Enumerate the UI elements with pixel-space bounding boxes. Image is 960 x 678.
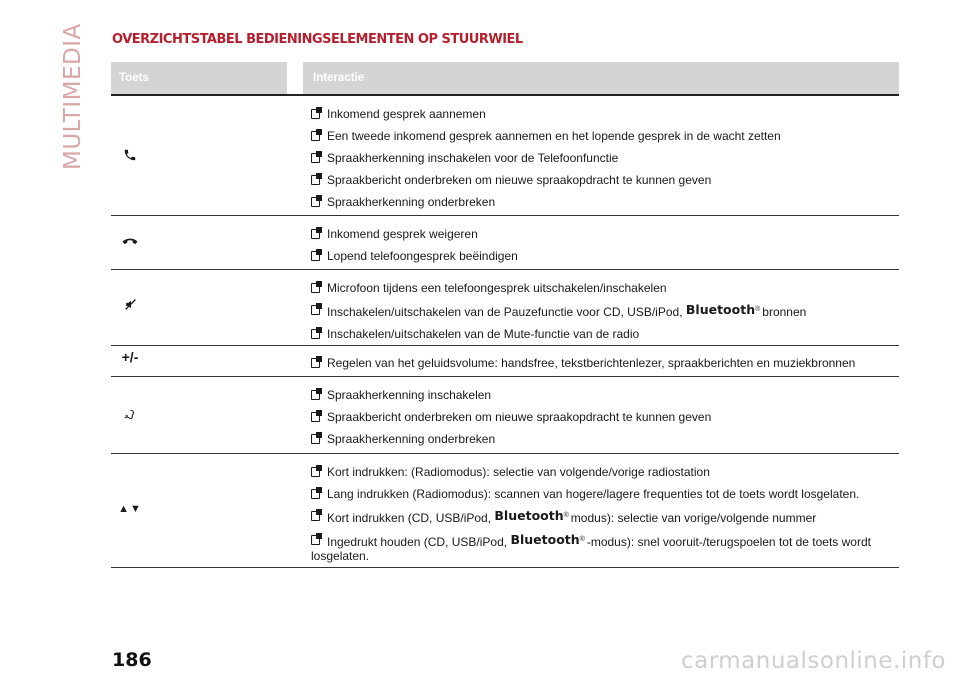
mute-icon — [111, 294, 149, 314]
table-row — [111, 377, 899, 454]
list-item: Spraakherkenning inschakelen — [311, 384, 899, 406]
bullet-icon — [311, 329, 320, 339]
bullet-icon — [311, 412, 320, 422]
bullet-icon — [311, 175, 320, 185]
page-title: OVERZICHTSTABEL BEDIENINGSELEMENTEN OP STUURWIEL — [112, 32, 523, 47]
bullet-icon — [311, 131, 320, 141]
list-item: Spraakbericht onderbreken om nieuwe spraakopdracht te kunnen geven — [311, 169, 899, 191]
list-item: Spraakbericht onderbreken om nieuwe spraakopdracht te kunnen geven — [311, 406, 899, 428]
bullet-icon — [311, 229, 320, 239]
watermark: carmanualsonline.info — [680, 648, 946, 674]
list-item: Spraakherkenning onderbreken — [311, 428, 899, 450]
up-down-arrows-icon: ▲▼ — [118, 503, 142, 515]
bullet-icon — [311, 283, 320, 293]
voice-recognition-icon — [111, 405, 149, 425]
list-item: Inkomend gesprek aannemen — [311, 103, 899, 125]
bullet-icon — [311, 109, 320, 119]
table-header — [111, 62, 899, 96]
bullet-icon — [311, 467, 320, 477]
bullet-icon — [311, 434, 320, 444]
list-item: Regelen van het geluidsvolume: handsfree, tekstberichtenlezer, spraakberichten en muziekbronnen — [311, 352, 899, 374]
steering-wheel-controls-table — [111, 62, 899, 568]
list-item: Lang indrukken (Radiomodus): scannen van hogere/lagere frequenties tot de toets wordt losgelaten. — [311, 483, 899, 505]
header-interaction: Interactie — [313, 72, 365, 84]
phone-hangup-icon — [111, 231, 149, 253]
list-item: Inschakelen/uitschakelen van de Mute-functie van de radio — [311, 323, 899, 345]
list-item: Kort indrukken (CD, USB/iPod, Bluetooth® modus): selectie van vorige/volgende nummer — [311, 505, 899, 529]
list-item: Ingedrukt houden (CD, USB/iPod, Bluetooth® -modus): snel vooruit-/terugspoelen tot de toets wordt losgelaten. — [311, 532, 871, 563]
bluetooth-brand: Bluetooth — [494, 508, 564, 523]
bluetooth-brand: Bluetooth — [685, 302, 756, 317]
phone-answer-icon — [111, 144, 149, 166]
table-row — [111, 216, 899, 270]
list-item: Microfoon tijdens een telefoongesprek uitschakelen/inschakelen — [311, 277, 899, 299]
list-item: Spraakherkenning inschakelen voor de Telefoonfunctie — [311, 147, 899, 169]
bullet-icon — [311, 535, 320, 545]
section-side-label: MULTIMEDIA — [60, 23, 86, 170]
list-item: Een tweede inkomend gesprek aannemen en het lopende gesprek in de wacht zetten — [311, 125, 899, 147]
bullet-icon — [311, 153, 320, 163]
bullet-icon — [311, 358, 320, 368]
list-item: Lopend telefoongesprek beëindigen — [311, 245, 899, 267]
bullet-icon — [311, 197, 320, 207]
list-item: Spraakherkenning onderbreken — [311, 191, 899, 213]
header-separator — [287, 62, 303, 94]
bluetooth-brand: Bluetooth — [510, 532, 580, 547]
list-item: Inschakelen/uitschakelen van de Pauzefunctie voor CD, USB/iPod, Bluetooth® bronnen — [311, 299, 899, 323]
bullet-icon — [311, 511, 320, 521]
bullet-icon — [311, 390, 320, 400]
list-item: Kort indrukken: (Radiomodus): selectie van volgende/vorige radiostation — [311, 461, 899, 483]
table-row — [111, 270, 899, 346]
header-key: Toets — [119, 72, 149, 84]
bullet-icon — [311, 489, 320, 499]
volume-key-label: +/- — [121, 349, 139, 365]
table-row — [111, 96, 899, 216]
table-row — [111, 454, 899, 568]
list-item: Inkomend gesprek weigeren — [311, 223, 899, 245]
bullet-icon — [311, 305, 320, 315]
page-number: 186 — [112, 649, 152, 671]
table-row — [111, 346, 899, 377]
bullet-icon — [311, 251, 320, 261]
